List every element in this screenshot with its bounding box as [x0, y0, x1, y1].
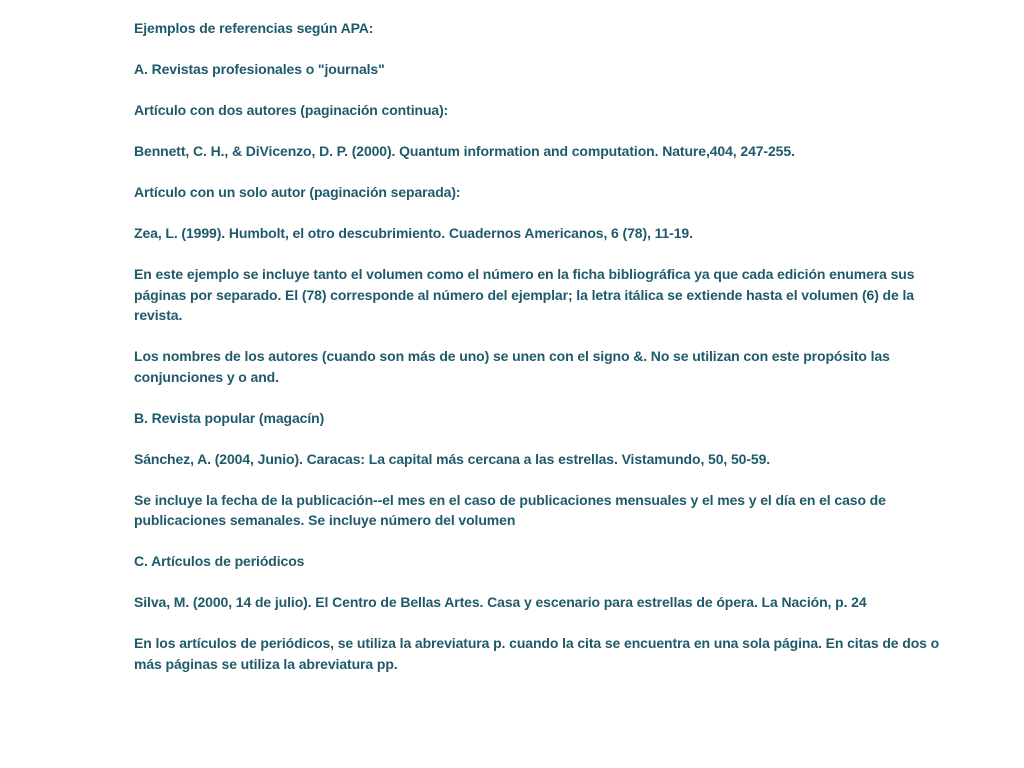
subheading-two-authors: Artículo con dos autores (paginación continua): — [134, 102, 449, 118]
explanation-volume-number: En este ejemplo se incluye tanto el volumen como el número en la ficha bibliográfica ya que cada edición enumera sus páginas por separado. El (78) corresponde al número del ejemplar; la letra itálica se extiende hasta el volumen (6) de la revista. — [134, 266, 915, 323]
explanation-publication-date: Se incluye la fecha de la publicación--el mes en el caso de publicaciones mensuales y el mes y el día en el caso de publicaciones semanales. Se incluye número del volumen — [134, 491, 886, 528]
reference-sanchez: Sánchez, A. (2004, Junio). Caracas: La capital más cercana a las estrellas. Vistamundo, 50, 50-59. — [134, 450, 771, 467]
explanation-page-abbreviation: En los artículos de periódicos, se utiliza la abreviatura p. cuando la cita se encuentra en una sola página. En citas de dos o más páginas se utiliza la abreviatura pp. — [134, 635, 940, 672]
reference-bennett: Bennett, C. H., & DiVicenzo, D. P. (2000). Quantum information and computation. Nature,404, 247-255. — [134, 143, 795, 159]
reference-silva: Silva, M. (2000, 14 de julio). El Centro de Bellas Artes. Casa y escenario para estrellas de ópera. La Nación, p. 24 — [134, 594, 867, 610]
section-a-heading: A. Revistas profesionales o "journals" — [134, 61, 385, 77]
explanation-author-names: Los nombres de los autores (cuando son más de uno) se unen con el signo &. No se utilizan con este propósito las conjunciones y o and. — [134, 348, 890, 385]
reference-zea: Zea, L. (1999). Humbolt, el otro descubrimiento. Cuadernos Americanos, 6 (78), 11-19. — [134, 225, 693, 241]
section-b-heading: B. Revista popular (magacín) — [134, 409, 325, 426]
heading-apa-examples: Ejemplos de referencias según APA: — [134, 20, 374, 36]
section-c-heading: C. Artículos de periódicos — [134, 553, 305, 569]
subheading-single-author: Artículo con un solo autor (paginación separada): — [134, 184, 461, 200]
